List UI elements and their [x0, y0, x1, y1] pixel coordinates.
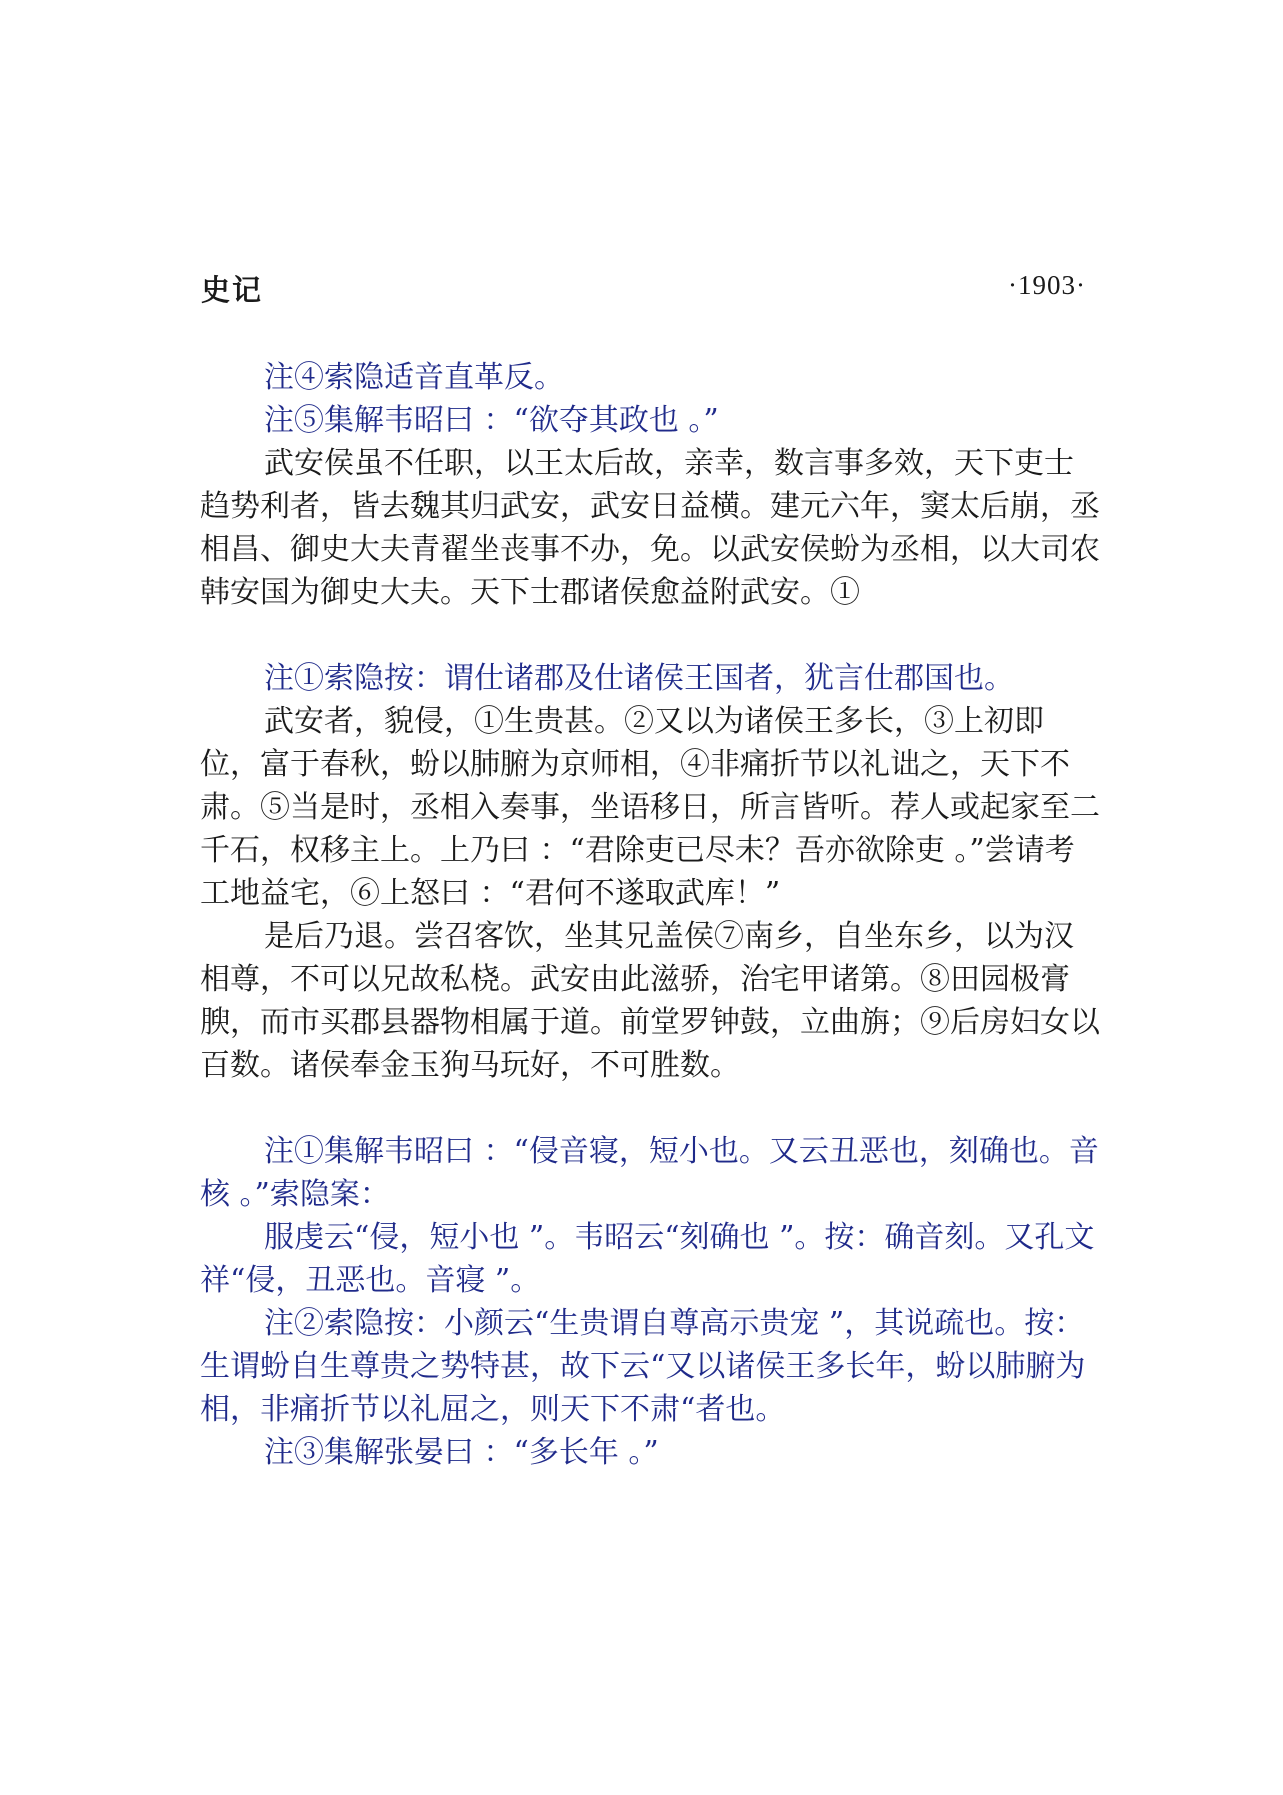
paragraph-gap: [200, 1087, 1100, 1130]
paragraph-gap: [200, 614, 1100, 657]
annotation-paragraph: 注①索隐按：谓仕诸郡及仕诸侯王国者，犹言仕郡国也。: [264, 661, 1014, 696]
book-title: 史记: [201, 273, 264, 307]
page-content: [200, 356, 1100, 1474]
annotation-paragraph: 注③集解张晏曰 ：“多长年 。”: [264, 1435, 659, 1470]
annotation-paragraph: 注④索隐适音直革反。: [264, 360, 564, 395]
annotation-paragraph: 注⑤集解韦昭曰 ：“欲夺其政也 。”: [264, 403, 719, 438]
annotation-paragraph: 服虔云“侵，短小也 ”。韦昭云“刻确也 ”。按：确音刻。又孔文祥“侵，丑恶也。音寝 ”。: [200, 1220, 1095, 1298]
page-header: [201, 268, 1086, 308]
annotation-paragraph: 注②索隐按：小颜云“生贵谓自尊高示贵宠 ”，其说疏也。按：生谓蚡自生尊贵之势特甚，故下云“又以诸侯王多长年，蚡以肺腑为相，非痛折节以礼屈之，则天下不肃“者也。: [200, 1306, 1086, 1427]
body-paragraph: 武安侯虽不任职，以王太后故，亲幸，数言事多效，天下吏士趋势利者，皆去魏其归武安，武安日益横。建元六年，窦太后崩，丞相昌、御史大夫青翟坐丧事不办，免。以武安侯蚡为丞相，以大司农韩安国为御史大夫。天下士郡诸侯愈益附武安。①: [200, 446, 1100, 610]
body-paragraph: 武安者，貌侵，①生贵甚。②又以为诸侯王多长，③上初即位，富于春秋，蚡以肺腑为京师相，④非痛折节以礼诎之，天下不肃。⑤当是时，丞相入奏事，坐语移日，所言皆听。荐人或起家至二千石，权移主上。上乃曰 ：“君除吏已尽未？吾亦欲除吏 。”尝请考工地益宅，⑥上怒曰 ：“君何不遂取武库！”: [200, 704, 1100, 911]
annotation-paragraph: 注①集解韦昭曰 ：“侵音寝，短小也。又云丑恶也，刻确也。音核 。”索隐案：: [200, 1134, 1099, 1212]
body-paragraph: 是后乃退。尝召客饮，坐其兄盖侯⑦南乡，自坐东乡，以为汉相尊，不可以兄故私桡。武安由此滋骄，治宅甲诸第。⑧田园极膏腴，而市买郡县器物相属于道。前堂罗钟鼓，立曲旃；⑨后房妇女以百数。诸侯奉金玉狗马玩好，不可胜数。: [200, 919, 1100, 1083]
page-number: ·1903·: [1008, 270, 1086, 300]
